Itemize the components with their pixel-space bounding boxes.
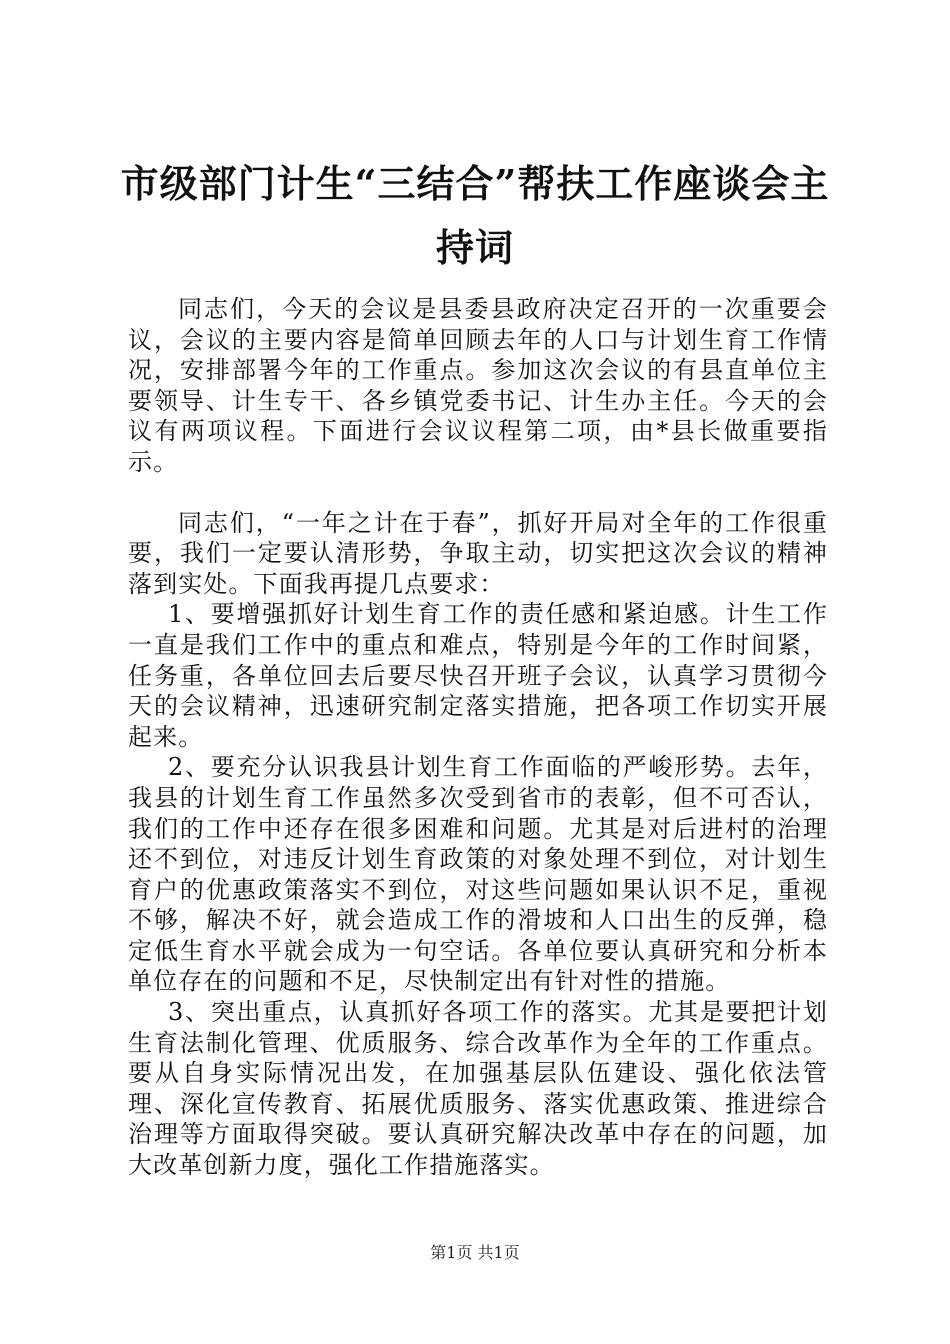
page-title: 市级部门计生“三结合”帮扶工作座谈会主持词 [120, 161, 830, 270]
paragraph-intro: 同志们，“一年之计在于春”，抓好开局对全年的工作很重要，我们一定要认清形势，争取主动，切实把这次会议的精神落到实处。下面我再提几点要求： [128, 508, 828, 598]
paragraph-item-2: 2、要充分认识我县计划生育工作面临的严峻形势。去年，我县的计划生育工作虽然多次受到省市的表彰，但不可否认，我们的工作中还存在很多困难和问题。尤其是对后进村的治理还不到位，对违反计划生育政策的对象处理不到位，对计划生育户的优惠政策落实不到位，对这些问题如果认识不足，重视不够，解决不好，就会造成工作的滑坡和人口出生的反弹，稳定低生育水平就会成为一句空话。各单位要认真研究和分析本单位存在的问题和不足，尽快制定出有针对性的措施。 [128, 753, 828, 996]
paragraph-item-3: 3、突出重点，认真抓好各项工作的落实。尤其是要把计划生育法制化管理、优质服务、综合改革作为全年的工作重点。要从自身实际情况出发，在加强基层队伍建设、强化依法管理、深化宣传教育、拓展优质服务、落实优惠政策、推进综合治理等方面取得突破。要认真研究解决改革中存在的问题，加大改革创新力度，强化工作措施落实。 [128, 998, 828, 1180]
paragraph-gap [128, 478, 828, 508]
page-footer: 第1页 共1页 [430, 1243, 520, 1262]
paragraph-item-1: 1、要增强抓好计划生育工作的责任感和紧迫感。计生工作一直是我们工作中的重点和难点，特别是今年的工作时间紧，任务重，各单位回去后要尽快召开班子会议，认真学习贯彻今天的会议精神，迅速研究制定落实措施，把各项工作切实开展起来。 [128, 600, 828, 751]
paragraph-opening: 同志们，今天的会议是县委县政府决定召开的一次重要会议，会议的主要内容是简单回顾去年的人口与计划生育工作情况，安排部署今年的工作重点。参加这次会议的有县直单位主要领导、计生专干、各乡镇党委书记、计生办主任。今天的会议有两项议程。下面进行会议议程第二项，由*县长做重要指示。 [128, 295, 828, 476]
document-body [128, 294, 828, 1181]
